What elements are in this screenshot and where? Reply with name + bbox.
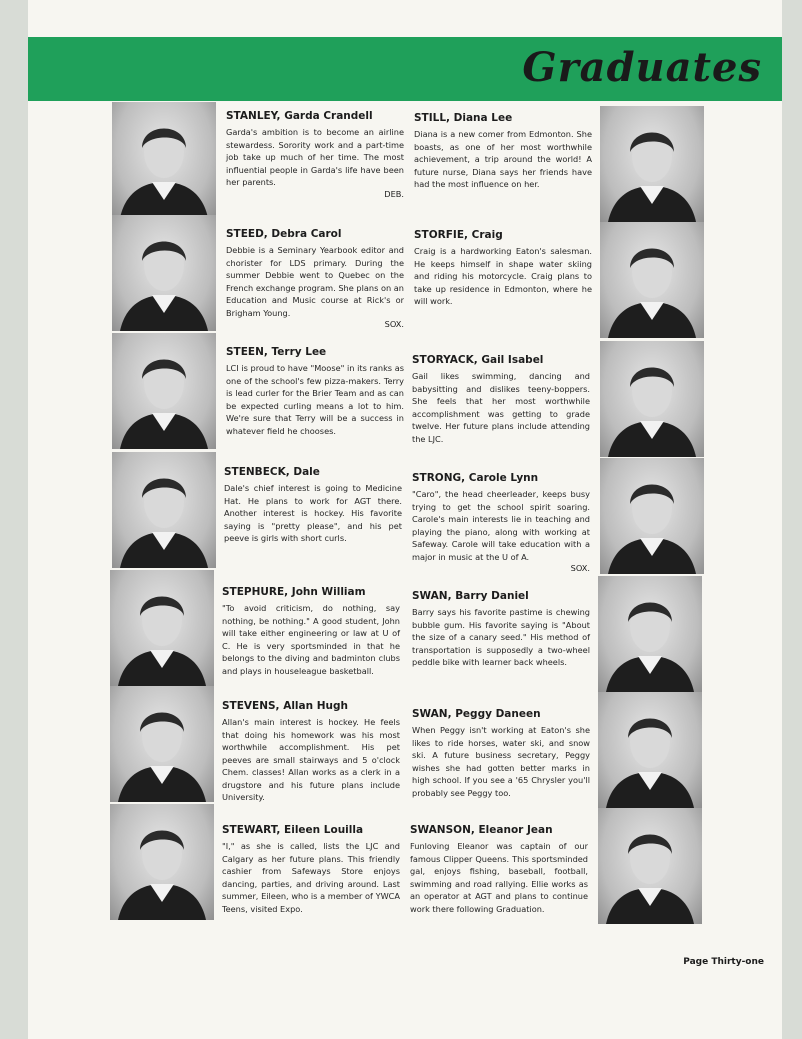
portrait-photo (598, 692, 702, 808)
student-name: STILL, Diana Lee (414, 112, 513, 124)
portrait-silhouette (112, 452, 216, 568)
portrait-silhouette (110, 804, 214, 920)
portrait-photo (110, 570, 214, 686)
student-entry (414, 229, 592, 308)
portrait-photo (110, 804, 214, 920)
page-title: Graduates (522, 44, 762, 91)
student-entry (222, 824, 400, 915)
student-bio: Craig is a hardworking Eaton's salesman. He keeps himself in shape water skiing and riding his motorcycle. Craig plans to take up residence in Edmonton, where he will work. (414, 246, 592, 306)
student-entry (410, 824, 588, 915)
portrait-photo (600, 222, 704, 338)
student-bio: "I," as she is called, lists the LJC and Calgary as her future plans. This friendly cashier from Safeways Store enjoys dancing, parties, and driving around. Last summer, Eileen, who is a member of YWCA Teens, visited Expo. (222, 841, 400, 914)
student-bio: When Peggy isn't working at Eaton's she likes to ride horses, water ski, and snow ski. A future business secretary, Peggy wishes she had gotten better marks in high school. If you see a '65 Chrysler you'll probably see Peggy too. (412, 725, 590, 798)
portrait-silhouette (600, 222, 704, 338)
student-bio: Garda's ambition is to become an airline stewardess. Sorority work and a part-time job take up much of her time. The most influential people in Garda's life have been her parents. (226, 127, 404, 187)
portrait-silhouette (600, 341, 704, 457)
portrait-silhouette (112, 333, 216, 449)
student-name: STEVENS, Allan Hugh (222, 700, 348, 712)
portrait-silhouette (600, 106, 704, 222)
portrait-photo (598, 576, 702, 692)
student-bio: "To avoid criticism, do nothing, say nothing, be nothing." A good student, John will take either engineering or law at U of C. He is very sportsminded in that he belongs to the diving and badminton clubs and plays in houseleague basketball. (222, 603, 400, 676)
student-name: STENBECK, Dale (224, 466, 320, 478)
portrait-photo (112, 333, 216, 449)
student-bio: Funloving Eleanor was captain of our famous Clipper Queens. This sportsminded gal, enjoys fishing, baseball, football, swimming and road rallying. Ellie works as an operator at AGT and plans to continue work there following Graduation. (410, 841, 588, 914)
student-name: STORYACK, Gail Isabel (412, 354, 544, 366)
student-name: STORFIE, Craig (414, 229, 503, 241)
student-name: STEPHURE, John William (222, 586, 366, 598)
student-bio: Barry says his favorite pastime is chewing bubble gum. His favorite saying is "About the size of a canary seed." His method of transportation is supposedly a two-wheel peddle bike with learner back wheels. (412, 607, 590, 667)
student-name: STEEN, Terry Lee (226, 346, 327, 358)
writer-initials: SOX. (570, 563, 590, 573)
student-entry (226, 228, 404, 330)
student-entry (226, 110, 404, 200)
student-name: SWAN, Barry Daniel (412, 590, 529, 602)
portrait-silhouette (600, 458, 704, 574)
student-entry (224, 466, 402, 545)
student-bio: LCI is proud to have "Moose" in its ranks as one of the school's few pizza-makers. Terry is lead curler for the Brier Team and as can be expected curling means a lot to him. We're sure that Terry will be a success in whatever field he chooses. (226, 363, 404, 436)
portrait-silhouette (598, 576, 702, 692)
portrait-photo (600, 341, 704, 457)
student-name: STEED, Debra Carol (226, 228, 342, 240)
student-entry (412, 472, 590, 574)
student-entry (226, 346, 404, 437)
student-name: STEWART, Eileen Louilla (222, 824, 364, 836)
portrait-photo (598, 808, 702, 924)
portrait-silhouette (110, 686, 214, 802)
student-entry (412, 590, 590, 669)
portrait-photo (112, 102, 216, 218)
portrait-photo (112, 215, 216, 331)
portrait-photo (600, 458, 704, 574)
student-bio: Diana is a new comer from Edmonton. She boasts, as one of her most worthwhile achievement, a trip around the world! A future nurse, Diana says her friends have had the most influence on her. (414, 129, 592, 189)
writer-initials: SOX. (384, 319, 404, 329)
student-name: STRONG, Carole Lynn (412, 472, 539, 484)
writer-initials: DEB. (384, 188, 404, 199)
student-entry (414, 112, 592, 191)
student-bio: Allan's main interest is hockey. He feels that doing his homework was his most worthwhile accomplishment. His pet peeves are small stairways and 5 o'clock Chem. classes! Allan works as a clerk in a drugstore and his future plans include University. (222, 717, 400, 802)
page-number: Page Thirty-one (683, 957, 764, 967)
portrait-silhouette (112, 215, 216, 331)
portrait-silhouette (598, 808, 702, 924)
student-name: SWAN, Peggy Daneen (412, 708, 541, 720)
student-bio: "Caro", the head cheerleader, keeps busy trying to get the school spirit soaring. Carole's main interests lie in teaching and playing the piano, along with working at Safeway. Carole will take education with a major in music at the U of A. (412, 489, 590, 562)
portrait-photo (600, 106, 704, 222)
student-entry (222, 700, 400, 804)
student-bio: Dale's chief interest is going to Medicine Hat. He plans to work for AGT there. Another interest is hockey. His favorite saying is "pretty please", and his pet peeve is girls with short curls. (224, 483, 402, 543)
portrait-silhouette (110, 570, 214, 686)
student-entry (412, 354, 590, 445)
portrait-silhouette (598, 692, 702, 808)
student-name: STANLEY, Garda Crandell (226, 110, 373, 122)
portrait-photo (112, 452, 216, 568)
student-bio: Debbie is a Seminary Yearbook editor and chorister for LDS primary. During the summer Debbie went to Quebec on the French exchange program. She plans on an Education and Music course at Rick's or Brigham Young. (226, 245, 404, 318)
student-entry (222, 586, 400, 677)
portrait-silhouette (112, 102, 216, 218)
student-entry (412, 708, 590, 799)
student-bio: Gail likes swimming, dancing and babysitting and dislikes teeny-boppers. She feels that her most worthwhile accomplishment was getting to grade twelve. Her future plans include attending the LJC. (412, 371, 590, 444)
student-name: SWANSON, Eleanor Jean (410, 824, 553, 836)
portrait-photo (110, 686, 214, 802)
